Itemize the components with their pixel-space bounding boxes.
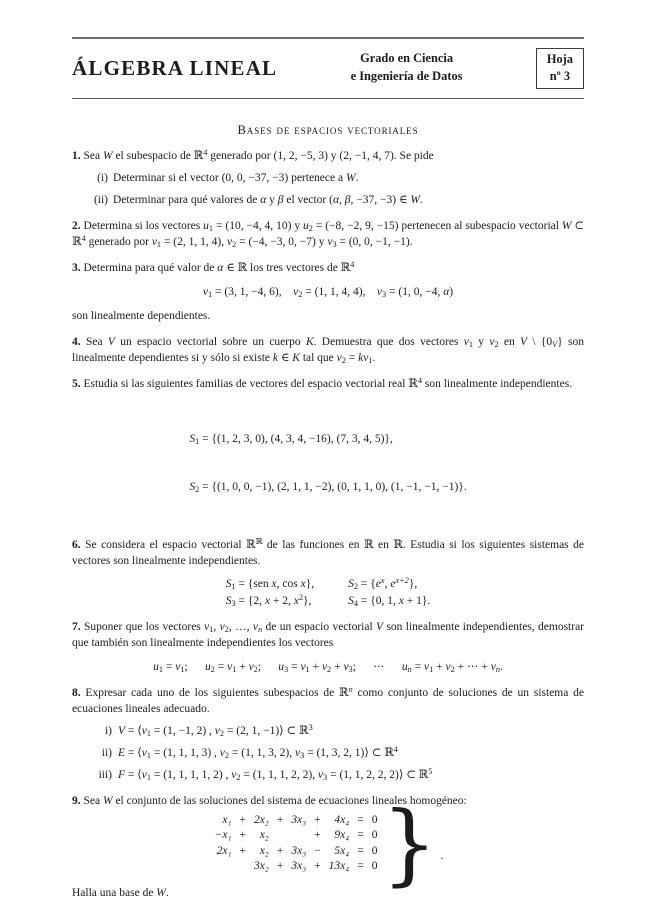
system-row: 3x₂ + 3x₃ + 13x₄ = 0 bbox=[253, 860, 378, 873]
system-right-brace: } bbox=[381, 791, 438, 895]
problem-6-statement: 6. Se considera el espacio vectorial ℝ$^ℝ$ de las funciones en ℝ en ℝ. Estudia si los siguientes sistemas de vectores son linealmente independientes. bbox=[72, 536, 584, 567]
equation-system-table bbox=[213, 813, 380, 875]
problem-5-equations bbox=[189, 399, 466, 527]
problem-8-item-iii bbox=[72, 767, 584, 783]
item-text: E = ⟨v1 = (1, 1, 1, 3) , v2 = (1, 1, 3, 2), v3 = (1, 3, 2, 1)⟩ ⊂ ℝ$^4$ bbox=[118, 744, 398, 760]
item-text: Determinar si el vector (0, 0, −37, −3) pertenece a W. bbox=[113, 171, 359, 184]
problem-3-conclusion: son linealmente dependientes. bbox=[72, 309, 211, 322]
item-text: Determinar para qué valores de α y β el vector (α, β, −37, −3) ∈ W. bbox=[113, 193, 423, 206]
header bbox=[72, 37, 584, 99]
problem-9-statement: 9. Sea W el conjunto de las soluciones del sistema de ecuaciones lineales homogéneo: bbox=[72, 794, 467, 807]
problem-1-item-ii bbox=[72, 192, 584, 208]
system-row: 2x₁ + x₂ + 3x₃ − 5x₄ = 0 bbox=[216, 844, 378, 857]
item-text: V = ⟨v1 = (1, −1, 2) , v2 = (2, 1, −1)⟩ ⊂ ℝ$^3$ bbox=[118, 722, 313, 738]
problem-7-statement: 7. Suponer que los vectores v1, v2, …, vn de un espacio vectorial V son linealmente independientes, demostrar que también son linealmente independientes los vectores bbox=[72, 620, 585, 649]
problem-8-item-i bbox=[72, 723, 584, 739]
section-title: Bases de espacios vectoriales bbox=[237, 122, 419, 137]
sheet-number-box bbox=[536, 48, 584, 89]
problem-6-equation-s4: S4 = {0, 1, x + 1}. bbox=[348, 594, 431, 608]
system-row: −x₁ + x₂ + 9x₄ = 0 bbox=[214, 829, 378, 842]
problem-4-statement: 4. Sea V un espacio vectorial sobre un cuerpo K. Demuestra que dos vectores v1 y v2 en V \ {0V} son linealmente dependientes si y sólo si existe k ∈ K tal que v2 = kv1. bbox=[72, 335, 585, 365]
problem-5-statement: 5. Estudia si las siguientes familias de vectores del espacio vectorial real ℝ$^4$ son linealmente independientes. bbox=[72, 375, 573, 390]
problem-8-item-ii bbox=[72, 745, 584, 761]
problem-7-equation: u1 = v1; u2 = v1 + v2; u3 = v1 + v2 + v3; ⋯ un = v1 + v2 + ⋯ + vn. bbox=[153, 660, 503, 674]
problem-2-statement: 2. Determina si los vectores u1 = (10, −4, 4, 10) y u2 = (−8, −2, 9, −15) pertenecen al subespacio vectorial W ⊂ ℝ$^4$ generado por v1 = (2, 1, 1, 4), v2 = (−4, −3, 0, −7) y v3 = (0, 0, −1, −1). bbox=[72, 219, 585, 249]
item-label: i) bbox=[104, 724, 112, 737]
problem-6-equation-s1: S1 = {sen x, cos x}, bbox=[225, 577, 315, 591]
sheet-label: Hoja bbox=[546, 52, 573, 66]
problem-5-equation-s1: S1 = {(1, 2, 3, 0), (4, 3, 4, −16), (7, 3, 4, 5)}, bbox=[189, 432, 393, 446]
item-label: (i) bbox=[97, 171, 108, 184]
problem-8-statement: 8. Expresar cada uno de los siguientes subespacios de ℝ$^n$ como conjunto de soluciones de un sistema de ecuaciones lineales adecuado. bbox=[72, 684, 584, 715]
item-label: ii) bbox=[101, 746, 112, 759]
problem-3-statement: 3. Determina para qué valor de α ∈ ℝ los tres vectores de ℝ$^4$ bbox=[72, 259, 355, 274]
problem-9-conclusion: Halla una base de W. bbox=[72, 886, 169, 899]
system-period: . bbox=[440, 849, 444, 862]
system-row: x₁ + 2x₂ + 3x₃ + 4x₄ = 0 bbox=[222, 813, 378, 826]
item-label: (ii) bbox=[93, 193, 108, 206]
course-title: ÁLGEBRA LINEAL bbox=[72, 55, 278, 80]
problem-6-equations bbox=[226, 576, 431, 609]
problem-6-equation-s3: S3 = {2, x + 2, $x^2$}, bbox=[225, 592, 312, 608]
degree-name bbox=[277, 50, 536, 86]
problem-1-statement: 1. Sea W el subespacio de ℝ$^4$ generado por (1, 2, −5, 3) y (2, −1, 4, 7). Se pide bbox=[72, 147, 434, 162]
item-label: iii) bbox=[98, 768, 112, 781]
degree-line-1: Grado en Ciencia bbox=[360, 51, 454, 66]
sheet-number: nº 3 bbox=[549, 69, 571, 84]
problem-6-equation-s2: $S2 = \{e^x$, $e^{x+2}$}, bbox=[348, 575, 418, 591]
problem-1-item-i bbox=[72, 170, 584, 186]
item-text: F = ⟨v1 = (1, 1, 1, 1, 2) , v2 = (1, 1, 1, 2, 2), v3 = (1, 1, 2, 2, 2)⟩ ⊂ ℝ$^5$ bbox=[118, 766, 433, 782]
problem-3-equation: v1 = (3, 1, −4, 6), v2 = (1, 1, 4, 4), v3 = (1, 0, −4, α) bbox=[202, 285, 454, 299]
degree-line-2: e Ingeniería de Datos bbox=[350, 69, 463, 84]
problem-5-equation-s2: S2 = {(1, 0, 0, −1), (2, 1, 1, −2), (0, 1, 1, 0), (1, −1, −1, −1)}. bbox=[189, 480, 467, 494]
